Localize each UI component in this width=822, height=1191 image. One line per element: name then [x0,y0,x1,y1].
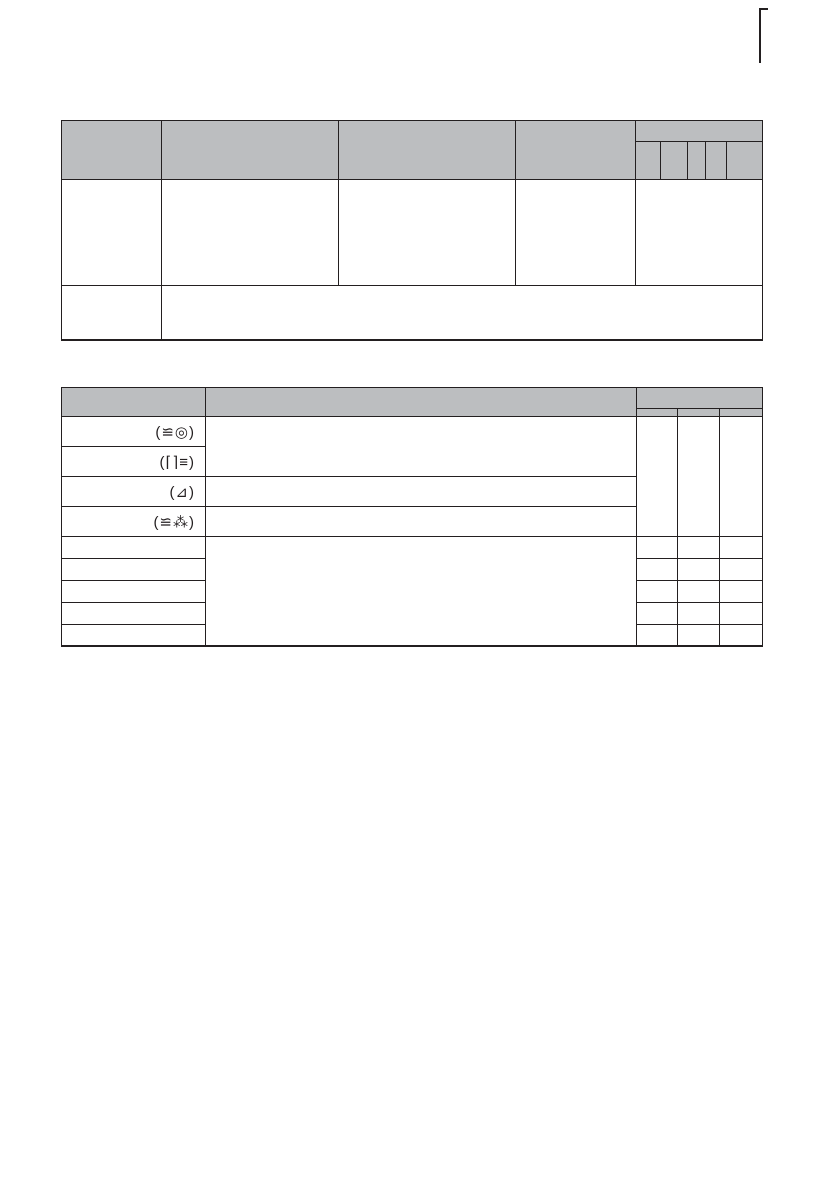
anti-crease-icon: (⌈⌉≡) [159,453,195,471]
table-cell [62,180,162,286]
steam-refresh-icon: (≌◎) [155,423,195,441]
option-row-iron [62,477,206,507]
table-cell [62,559,206,581]
table-cell [637,625,678,646]
table-cell [678,537,720,559]
table-cell [678,625,720,646]
table-cell [720,559,763,581]
table-cell [206,537,637,646]
table-cell [162,286,763,340]
table-cell [206,477,637,507]
table-cell [720,603,763,625]
iron-icon: (⊿) [169,483,195,501]
table-cell [720,625,763,646]
option-row-anti-crease [62,447,206,477]
header-cell-options-group [636,121,763,142]
table-cell [62,625,206,646]
table-cell [339,180,516,286]
table-cell [637,417,678,537]
table-cell [62,603,206,625]
header-cell-sub-1 [637,409,678,417]
header-cell-option-3 [688,142,706,180]
steam-temperature-icon: (≌⁂) [153,513,195,531]
header-cell-option [62,388,206,417]
option-table [61,387,763,647]
header-cell-programme [62,121,162,180]
header-cell-option-4 [706,142,727,180]
table-cell [206,507,637,537]
option-row-steam-refresh [62,417,206,447]
table-cell [516,180,636,286]
table-cell [637,603,678,625]
header-cell-sub-3 [720,409,763,417]
crop-mark [759,8,768,63]
header-cell-load [339,121,516,180]
table-cell [678,581,720,603]
table-cell [636,180,763,286]
table-cell [206,417,637,477]
header-cell-programmes-group [637,388,763,409]
table-cell [637,559,678,581]
programme-table [61,120,763,341]
table-cell [62,286,162,340]
table-cell [720,537,763,559]
table-cell [162,180,339,286]
header-cell-fabric [516,121,636,180]
table-cell [678,603,720,625]
header-cell-option-2 [661,142,688,180]
table-cell [720,417,763,537]
header-cell-option-1 [636,142,661,180]
header-cell-option-5 [727,142,763,180]
table-cell [678,417,720,537]
table-cell [62,537,206,559]
header-cell-description [206,388,637,417]
option-row-steam-temperature [62,507,206,537]
table-cell [678,559,720,581]
table-cell [637,581,678,603]
header-cell-sub-2 [678,409,720,417]
table-cell [720,581,763,603]
table-cell [637,537,678,559]
header-cell-temperature [162,121,339,180]
table-cell [62,581,206,603]
